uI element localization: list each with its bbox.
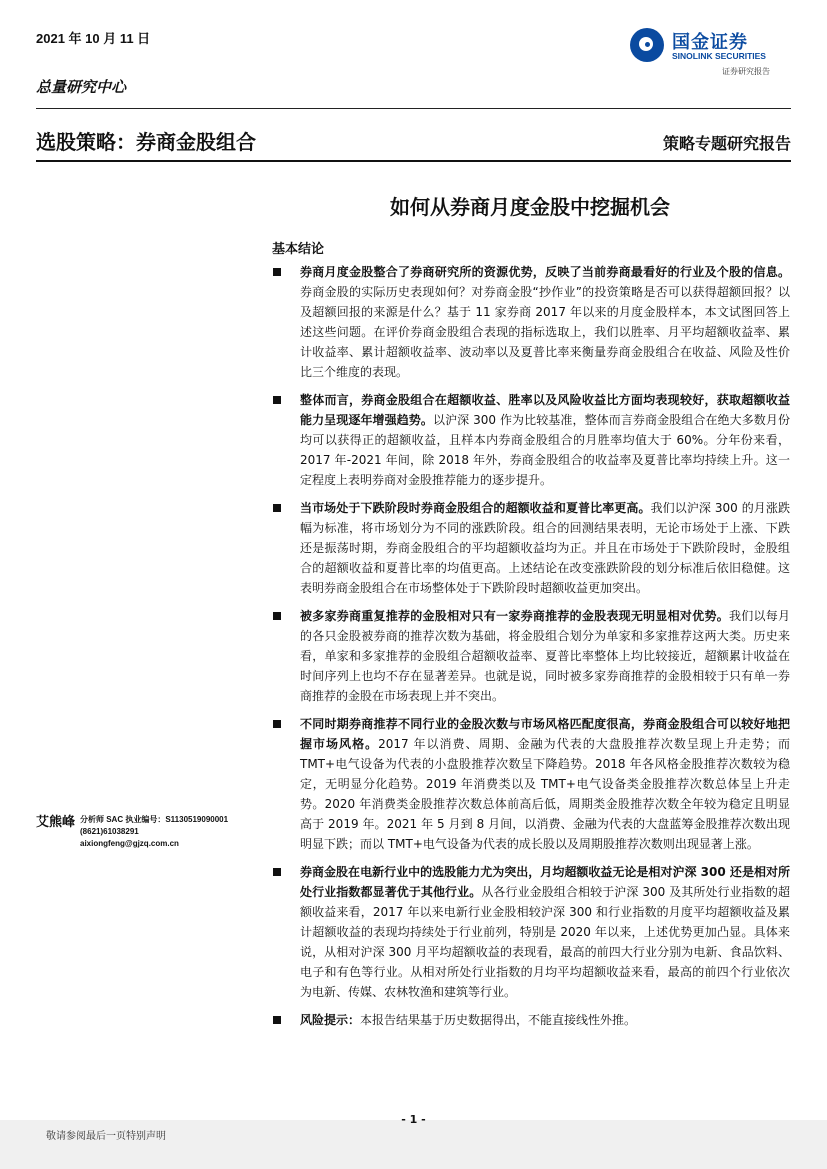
list-item bbox=[270, 390, 790, 490]
bullet-lead: 券商月度金股整合了券商研究所的资源优势，反映了当前券商最看好的行业及个股的信息。 bbox=[300, 265, 790, 279]
list-item bbox=[270, 1010, 790, 1030]
list-item bbox=[270, 498, 790, 598]
page-number: - 1 - bbox=[401, 1113, 426, 1126]
analyst-name: 艾熊峰 bbox=[36, 815, 76, 830]
divider-top bbox=[36, 108, 791, 109]
bullet-square-icon bbox=[273, 396, 281, 404]
divider-title bbox=[36, 160, 791, 162]
bullet-square-icon bbox=[273, 504, 281, 512]
bullet-lead: 不同时期券商推荐不同行业的金股次数与市场风格匹配度很高，券商金股组合可以较好地把握市场风格。 bbox=[300, 717, 790, 751]
headline: 如何从券商月度金股中挖掘机会 bbox=[390, 195, 670, 219]
bullet-lead: 券商金股在电新行业中的选股能力尤为突出，月均超额收益无论是相对沪深 300 还是相对所处行业指数都显著优于其他行业。 bbox=[300, 865, 790, 899]
logo-subtitle: 证券研究报告 bbox=[722, 67, 770, 76]
list-item bbox=[270, 606, 790, 706]
report-date: 2021 年 10 月 11 日 bbox=[36, 31, 151, 46]
report-title: 选股策略：券商金股组合 bbox=[36, 130, 256, 154]
bullet-square-icon bbox=[273, 268, 281, 276]
bullet-lead: 整体而言，券商金股组合在超额收益、胜率以及风险收益比方面均表现较好，获取超额收益能力呈现逐年增强趋势。 bbox=[300, 393, 790, 427]
bullet-square-icon bbox=[273, 868, 281, 876]
bullet-body: 我们以沪深 300 的月涨跌幅为标准，将市场划分为不同的涨跌阶段。组合的回测结果表明，无论市场处于上涨、下跌还是振荡时期，券商金股组合的平均超额收益均为正。并且在市场处于下跌阶段时，金股组合的超额收益和夏普比率的均值更高。上述结论在改变涨跌阶段的划分标准后依旧稳健。这表明券商金股组合在市场整体处于下跌阶段时超额收益更加突出。 bbox=[300, 501, 790, 595]
bullet-body: 本报告结果基于历史数据得出，不能直接线性外推。 bbox=[360, 1013, 637, 1027]
bullet-body: 以沪深 300 作为比较基准，整体而言券商金股组合在绝大多数月份均可以获得正的超额收益，且样本内券商金股组合的月胜率均值大于 60%。分年份来看，2017 年-2021 年间，除 2018 年外，券商金股组合的收益率及夏普比率均持续上升。这一定程度上表明券商对金股推荐能力的逐步提升。 bbox=[300, 413, 790, 487]
bullet-lead: 当市场处于下跌阶段时券商金股组合的超额收益和夏普比率更高。 bbox=[300, 501, 651, 515]
report-type: 策略专题研究报告 bbox=[662, 134, 791, 153]
bullet-body: 我们以每月的各只金股被券商的推荐次数为基础，将金股组合划分为单家和多家推荐这两大类。历史来看，单家和多家推荐的金股组合超额收益率、夏普比率整体上均比较接近，超额累计收益在时间序列上也均不存在显著差异。也就是说，同时被多家券商推荐的金股相较于只有单一券商推荐的金股在市场表现上并不突出。 bbox=[300, 609, 790, 703]
bullet-lead: 风险提示： bbox=[300, 1013, 361, 1027]
department: 总量研究中心 bbox=[36, 78, 127, 96]
logo-mark-icon bbox=[630, 28, 664, 62]
list-item bbox=[270, 262, 790, 382]
bullet-square-icon bbox=[273, 720, 281, 728]
bullet-square-icon bbox=[273, 612, 281, 620]
bullet-body: 从各行业金股组合相较于沪深 300 及其所处行业指数的超额收益来看，2017 年以来电新行业金股相较沪深 300 和行业指数的月度平均超额收益及累计超额收益的表现均持续处于行业前列，特别是 2020 年以来，上述优势更加凸显。具体来说，从相对沪深 300 月平均超额收益的表现看，最高的前四大行业分别为电新、食品饮料、电子和有色等行业。从相对所处行业指数的月均平均超额收益来看，最高的前四个行业依次为电新、传媒、农林牧渔和建筑等行业。 bbox=[300, 885, 790, 999]
analyst-email: aixiongfeng@gjzq.com.cn bbox=[80, 839, 179, 848]
section-title: 基本结论 bbox=[272, 242, 325, 257]
logo-chinese-name: 国金证券 bbox=[672, 32, 748, 53]
analyst-phone: (8621)61038291 bbox=[80, 827, 139, 836]
bullet-lead: 被多家券商重复推荐的金股相对只有一家券商推荐的金股表现无明显相对优势。 bbox=[300, 609, 729, 623]
company-logo bbox=[630, 26, 790, 76]
bullet-body: 2017 年以消费、周期、金融为代表的大盘股推荐次数呈现上升走势；而 TMT+电气设备为代表的小盘股推荐次数呈下降趋势。2018 年各风格金股推荐次数较为稳定，无明显分化趋势。2019 年消费类以及 TMT+电气设备类金股推荐次数总体呈上升走势。2020 年消费类金股推荐次数总体前高后低，周期类金股推荐次数全年较为稳定且明显高于 2019 年。2021 年 5 月到 8 月间，以消费、金融为代表的大盘蓝筹金股推荐次数出现明显下跌；而以 TMT+电气设备为代表的成长股以及周期股推荐次数则出现显著上涨。 bbox=[300, 737, 790, 851]
bullet-body: 券商金股的实际历史表现如何？对券商金股“抄作业”的投资策略是否可以获得超额回报？以及超额回报的来源是什么？基于 11 家券商 2017 年以来的月度金股样本，本文试图回答上述这些问题。在评价券商金股组合表现的指标选取上，我们以胜率、月平均超额收益率、累计收益率、累计超额收益率、波动率以及夏普比率来衡量券商金股组合在收益、风险及性价比三个维度的表现。 bbox=[300, 285, 790, 379]
analyst-info bbox=[80, 814, 228, 850]
footer-disclaimer: 敬请参阅最后一页特别声明 bbox=[46, 1131, 166, 1142]
analyst-cert: 分析师 SAC 执业编号：S1130519090001 bbox=[80, 815, 229, 824]
list-item bbox=[270, 714, 790, 854]
logo-english-name: SINOLINK SECURITIES bbox=[672, 51, 766, 61]
list-item bbox=[270, 862, 790, 1002]
conclusion-list bbox=[270, 262, 790, 1038]
bullet-square-icon bbox=[273, 1016, 281, 1024]
